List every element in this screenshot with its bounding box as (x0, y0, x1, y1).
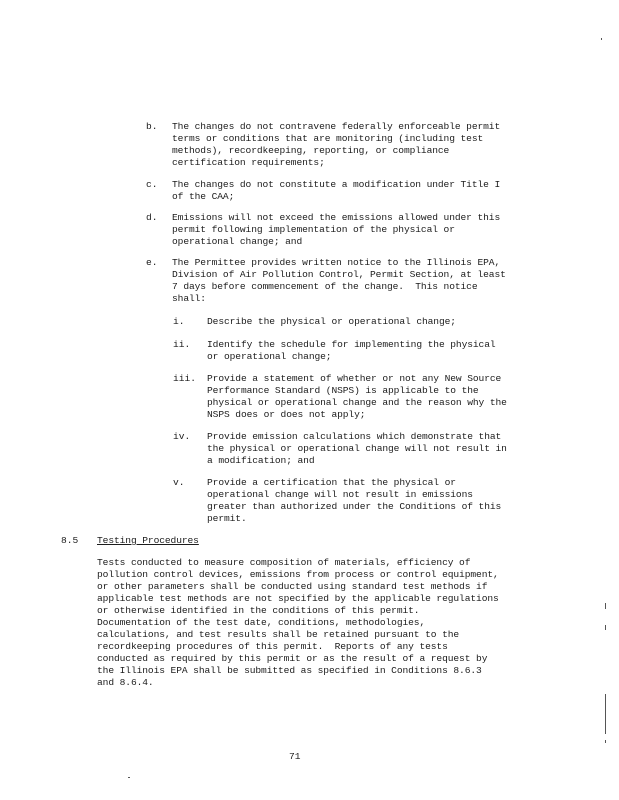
section-number: 8.5 (61, 535, 79, 546)
subitem-iii-line-2: Performance Standard (NSPS) is applicable to the (207, 385, 479, 396)
subitem-ii-line-1: Identify the schedule for implementing the physical (207, 339, 496, 350)
item-b-line-1: The changes do not contravene federally enforceable permit (172, 121, 501, 132)
subitem-iii-line-1: Provide a statement of whether or not any New Source (207, 373, 502, 384)
scan-speck (605, 625, 606, 630)
subitem-i-line-1: Describe the physical or operational change; (207, 316, 456, 327)
subitem-iii-line-4: NSPS does or does not apply; (207, 409, 366, 420)
item-d-line-3: operational change; and (172, 236, 303, 247)
section-line-5: or otherwise identified in the conditions of this permit. (97, 605, 420, 616)
item-e-line-2: Division of Air Pollution Control, Permit Section, at least (172, 269, 506, 280)
section-line-6: Documentation of the test date, conditions, methodologies, (97, 617, 426, 628)
subitem-ii-label: ii. (173, 339, 191, 350)
section-heading: Testing Procedures (97, 535, 199, 546)
item-b-label: b. (146, 121, 158, 132)
subitem-iv-line-1: Provide emission calculations which demonstrate that (207, 431, 502, 442)
subitem-ii-line-2: or operational change; (207, 351, 332, 362)
item-c-line-2: of the CAA; (172, 191, 235, 202)
item-e-line-1: The Permittee provides written notice to the Illinois EPA, (172, 257, 501, 268)
scan-speck (601, 38, 602, 40)
subitem-iv-line-3: a modification; and (207, 455, 315, 466)
item-d-line-1: Emissions will not exceed the emissions allowed under this (172, 212, 501, 223)
section-line-7: calculations, and test results shall be retained pursuant to the (97, 629, 460, 640)
section-line-8: recordkeeping procedures of this permit. Reports of any tests (97, 641, 448, 652)
item-e-line-4: shall: (172, 293, 206, 304)
subitem-v-line-4: permit. (207, 513, 247, 524)
section-line-4: applicable test methods are not specified by the applicable regulations (97, 593, 499, 604)
item-d-line-2: permit following implementation of the physical or (172, 224, 455, 235)
subitem-i-label: i. (173, 316, 185, 327)
section-line-11: and 8.6.4. (97, 677, 154, 688)
item-e-label: e. (146, 257, 158, 268)
section-line-9: conducted as required by this permit or as the result of a request by (97, 653, 488, 664)
scan-speck (605, 694, 606, 734)
item-b-line-4: certification requirements; (172, 157, 325, 168)
section-line-2: pollution control devices, emissions from process or control equipment, (97, 569, 499, 580)
scan-speck (605, 740, 606, 743)
subitem-iv-line-2: the physical or operational change will not result in (207, 443, 507, 454)
subitem-iv-label: iv. (173, 431, 191, 442)
page-number: 71 (289, 751, 301, 762)
item-b-line-2: terms or conditions that are monitoring (including test (172, 133, 484, 144)
item-d-label: d. (146, 212, 158, 223)
subitem-iii-line-3: physical or operational change and the reason why the (207, 397, 507, 408)
subitem-v-line-3: greater than authorized under the Conditions of this (207, 501, 502, 512)
item-b-line-3: methods), recordkeeping, reporting, or compliance (172, 145, 450, 156)
scan-speck (605, 603, 606, 609)
section-line-10: the Illinois EPA shall be submitted as specified in Conditions 8.6.3 (97, 665, 482, 676)
item-c-label: c. (146, 179, 158, 190)
section-line-1: Tests conducted to measure composition of materials, efficiency of (97, 557, 471, 568)
item-c-line-1: The changes do not constitute a modification under Title I (172, 179, 501, 190)
item-e-line-3: 7 days before commencement of the change. This notice (172, 281, 478, 292)
subitem-iii-label: iii. (173, 373, 197, 384)
subitem-v-line-1: Provide a certification that the physical or (207, 477, 456, 488)
scan-speck (128, 777, 130, 778)
section-line-3: or other parameters shall be conducted using standard test methods if (97, 581, 488, 592)
subitem-v-line-2: operational change will not result in emissions (207, 489, 473, 500)
subitem-v-label: v. (173, 477, 185, 488)
